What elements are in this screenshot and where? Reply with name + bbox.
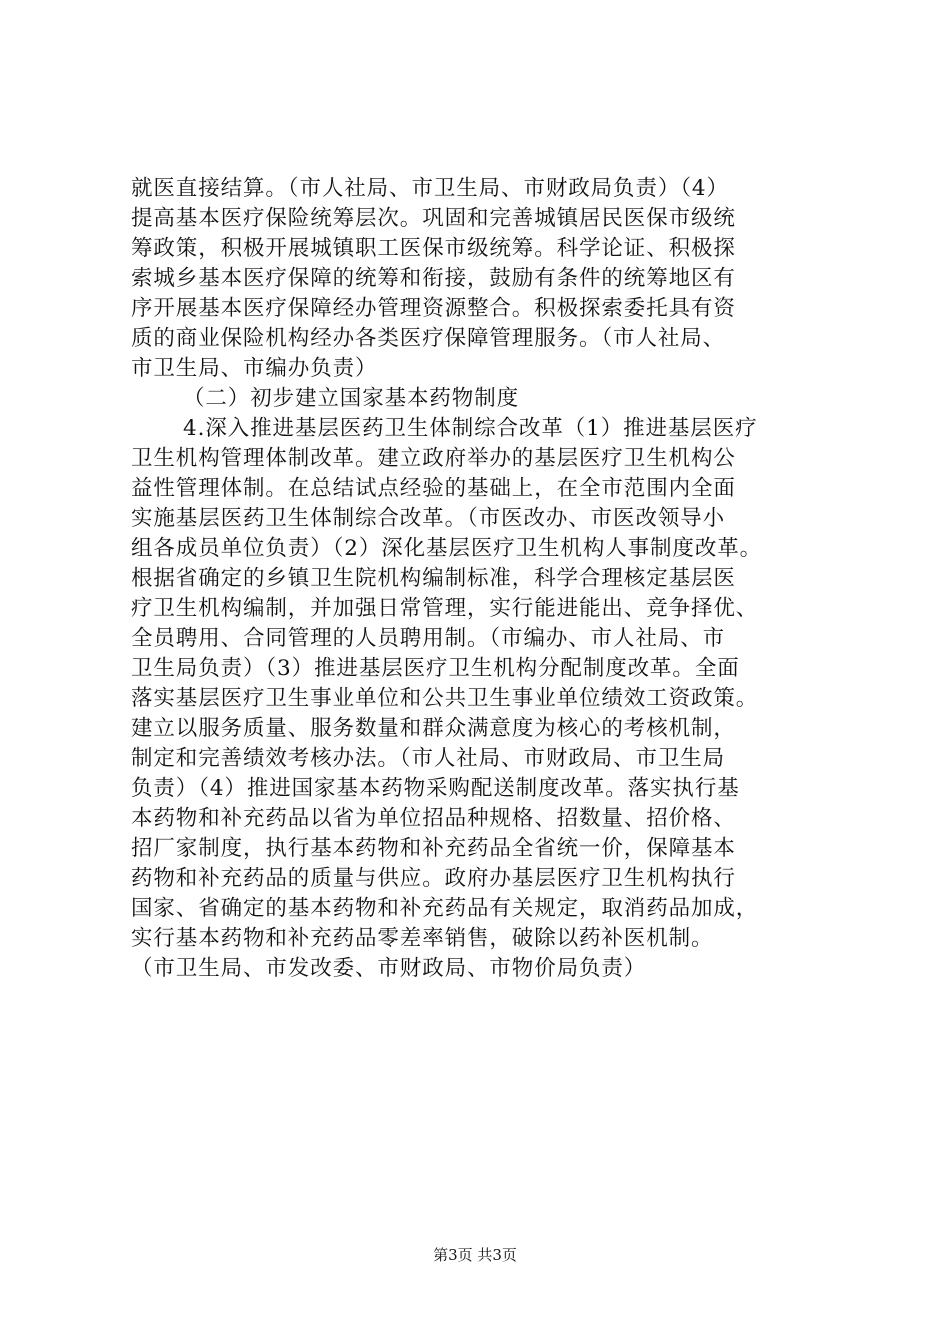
text-line: 落实基层医疗卫生事业单位和公共卫生事业单位绩效工资政策。	[131, 686, 759, 711]
text-line: 索城乡基本医疗保障的统筹和衔接，鼓励有条件的统筹地区有	[131, 266, 736, 291]
text-line: 益性管理体制。在总结试点经验的基础上，在全市范围内全面	[131, 476, 736, 501]
text-line: 建立以服务质量、服务数量和群众满意度为核心的考核机制，	[131, 716, 736, 741]
page-number-footer: 第3页 共3页	[433, 1246, 517, 1264]
text-line: 市卫生局、市编办负责）	[131, 356, 378, 381]
text-line: 卫生局负责）（3）推进基层医疗卫生机构分配制度改革。全面	[131, 656, 740, 681]
text-line: 制定和完善绩效考核办法。（市人社局、市财政局、市卫生局	[131, 746, 726, 771]
text-line: 疗卫生机构编制，并加强日常管理，实行能进能出、竞争择优、	[131, 596, 759, 621]
text-line: 实施基层医药卫生体制综合改革。（市医改办、市医改领导小	[131, 506, 726, 531]
section-heading: （二）初步建立国家基本药物制度	[183, 386, 520, 411]
text-line: 筹政策，积极开展城镇职工医保市级统筹。科学论证、积极探	[131, 236, 736, 261]
text-line: 招厂家制度，执行基本药物和补充药品全省统一价，保障基本	[131, 836, 736, 861]
text-line: 药物和补充药品的质量与供应。政府办基层医疗卫生机构执行	[131, 866, 736, 891]
text-line: 本药物和补充药品以省为单位招品种规格、招数量、招价格、	[131, 806, 736, 831]
text-line: 国家、省确定的基本药物和补充药品有关规定，取消药品加成，	[131, 896, 759, 921]
text-line: 负责）（4）推进国家基本药物采购配送制度改革。落实执行基	[131, 776, 740, 801]
document-body	[131, 174, 831, 984]
text-line: 4.深入推进基层医药卫生体制综合改革（1）推进基层医疗	[183, 416, 758, 441]
text-line: 序开展基本医疗保障经办管理资源整合。积极探索委托具有资	[131, 296, 736, 321]
text-line: （市卫生局、市发改委、市财政局、市物价局负责）	[131, 956, 647, 981]
text-line: 质的商业保险机构经办各类医疗保障管理服务。（市人社局、	[131, 326, 726, 351]
text-line: 实行基本药物和补充药品零差率销售，破除以药补医机制。	[131, 926, 714, 951]
text-line: 全员聘用、合同管理的人员聘用制。（市编办、市人社局、市	[131, 626, 726, 651]
text-line: 提高基本医疗保险统筹层次。巩固和完善城镇居民医保市级统	[131, 206, 736, 231]
text-line: 根据省确定的乡镇卫生院机构编制标准，科学合理核定基层医	[131, 566, 736, 591]
text-line: 卫生机构管理体制改革。建立政府举办的基层医疗卫生机构公	[131, 446, 736, 471]
text-line: 组各成员单位负责）（2）深化基层医疗卫生机构人事制度改革。	[131, 536, 763, 561]
text-line: 就医直接结算。（市人社局、市卫生局、市财政局负责）（4）	[131, 176, 729, 201]
